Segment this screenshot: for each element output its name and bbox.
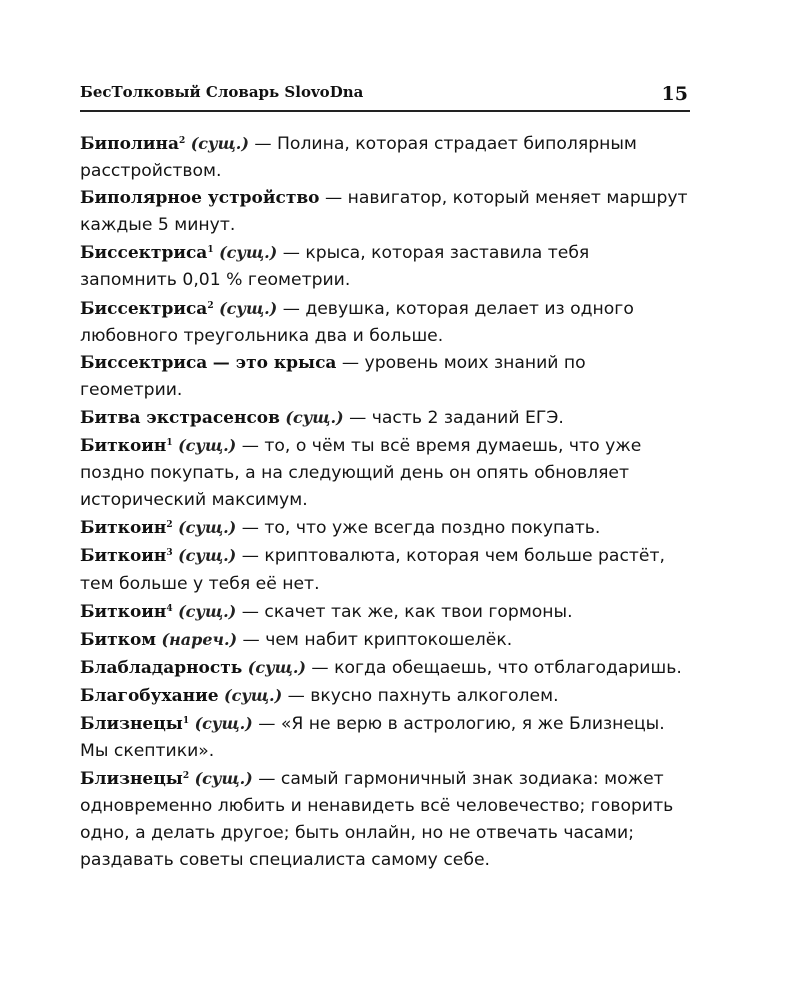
entry-term: Близнецы xyxy=(80,769,183,790)
entry-definition: — девушка, которая делает из одного любовного треугольника два и больше. xyxy=(80,298,634,346)
entry-part-of-speech: (нареч.) xyxy=(161,629,238,649)
dictionary-entry xyxy=(80,432,690,514)
entry-part-of-speech: (сущ.) xyxy=(247,657,306,677)
entry-term: Биссектриса xyxy=(80,243,208,264)
entry-definition: — уровень моих знаний по геометрии. xyxy=(80,352,586,400)
dictionary-entries xyxy=(80,130,690,875)
dictionary-entry xyxy=(80,710,690,765)
entry-term: Биссектриса xyxy=(80,298,208,319)
dictionary-entry xyxy=(80,682,690,710)
entry-part-of-speech: (сущ.) xyxy=(224,685,283,705)
entry-definition: — чем набит криптокошелёк. xyxy=(242,629,513,650)
dictionary-entry xyxy=(80,130,690,185)
entry-part-of-speech: (сущ.) xyxy=(190,134,249,153)
entry-definition: — скачет так же, как твои гормоны. xyxy=(241,601,573,622)
entry-sense-number: 1 xyxy=(207,245,214,256)
dictionary-entry xyxy=(80,765,690,874)
entry-term: Биткоин xyxy=(80,436,167,457)
dictionary-entry xyxy=(80,404,690,432)
entry-part-of-speech: (сущ.) xyxy=(219,243,278,263)
entry-term: Биткоин xyxy=(80,546,167,567)
entry-definition: — то, что уже всегда поздно покупать. xyxy=(241,518,601,539)
entry-term: Битком xyxy=(80,629,157,650)
entry-definition: — Полина, которая страдает биполярным расстройством. xyxy=(80,134,637,182)
entry-sense-number: 4 xyxy=(166,603,173,614)
entry-part-of-speech: (сущ.) xyxy=(178,546,237,566)
entry-definition: — криптовалюта, которая чем больше растёт, тем больше у тебя её нет. xyxy=(80,546,665,594)
dictionary-entry xyxy=(80,239,690,294)
dictionary-entry xyxy=(80,598,690,626)
dictionary-entry xyxy=(80,542,690,597)
entry-definition: — самый гармоничный знак зодиака: может одновременно любить и ненавидеть всё человечество; говорить одно, а делать другое; быть онлайн, но не отвечать часами; раздавать советы специалиста самому себе. xyxy=(80,769,674,871)
entry-sense-number: 2 xyxy=(207,300,214,311)
entry-definition: — когда обещаешь, что отблагодаришь. xyxy=(311,657,682,678)
dictionary-entry xyxy=(80,654,690,682)
entry-definition: — то, о чём ты всё время думаешь, что уже поздно покупать, а на следующий день он опять обновляет исторический максимум. xyxy=(80,436,642,511)
entry-term: Биткоин xyxy=(80,518,167,539)
entry-term: Близнецы xyxy=(80,713,183,734)
entry-part-of-speech: (сущ.) xyxy=(178,436,237,456)
entry-definition: — навигатор, который меняет маршрут каждые 5 минут. xyxy=(80,188,688,236)
entry-sense-number: 3 xyxy=(166,548,173,559)
dictionary-entry xyxy=(80,350,690,404)
entry-term: Биткоин xyxy=(80,601,167,622)
dictionary-entry xyxy=(80,185,690,239)
entry-definition: — часть 2 заданий ЕГЭ. xyxy=(349,407,564,428)
entry-term: Блабладарность xyxy=(80,657,243,678)
entry-part-of-speech: (сущ.) xyxy=(194,713,253,733)
entry-part-of-speech: (сущ.) xyxy=(285,407,344,427)
entry-term: Битва экстрасенсов xyxy=(80,407,280,428)
entry-sense-number: 2 xyxy=(178,136,186,146)
entry-definition: — вкусно пахнуть алкоголем. xyxy=(287,685,559,706)
entry-term-extra: — это крыса xyxy=(212,352,337,373)
dictionary-entry xyxy=(80,626,690,654)
running-title: БесТолковый Словарь SlovoDna xyxy=(80,83,364,101)
entry-part-of-speech: (сущ.) xyxy=(178,518,237,538)
entry-term: Благобухание xyxy=(80,685,219,706)
entry-term: Биполярное устройство xyxy=(80,188,320,209)
dictionary-entry xyxy=(80,514,690,542)
entry-part-of-speech: (сущ.) xyxy=(219,298,278,318)
entry-definition: — «Я не верю в астрологию, я же Близнецы. Мы скептики». xyxy=(80,713,665,762)
entry-part-of-speech: (сущ.) xyxy=(178,601,237,621)
entry-sense-number: 2 xyxy=(182,771,190,782)
entry-sense-number: 1 xyxy=(182,715,190,726)
entry-term: Биссектриса xyxy=(80,352,208,373)
running-header xyxy=(80,80,690,112)
page-number: 15 xyxy=(661,83,688,105)
entry-part-of-speech: (сущ.) xyxy=(194,769,253,789)
entry-sense-number: 1 xyxy=(166,438,173,449)
entry-definition: — крыса, которая заставила тебя запомнить 0,01 % геометрии. xyxy=(80,243,590,291)
entry-term: Биполина xyxy=(80,134,179,154)
dictionary-entry xyxy=(80,295,690,350)
entry-sense-number: 2 xyxy=(166,520,173,531)
